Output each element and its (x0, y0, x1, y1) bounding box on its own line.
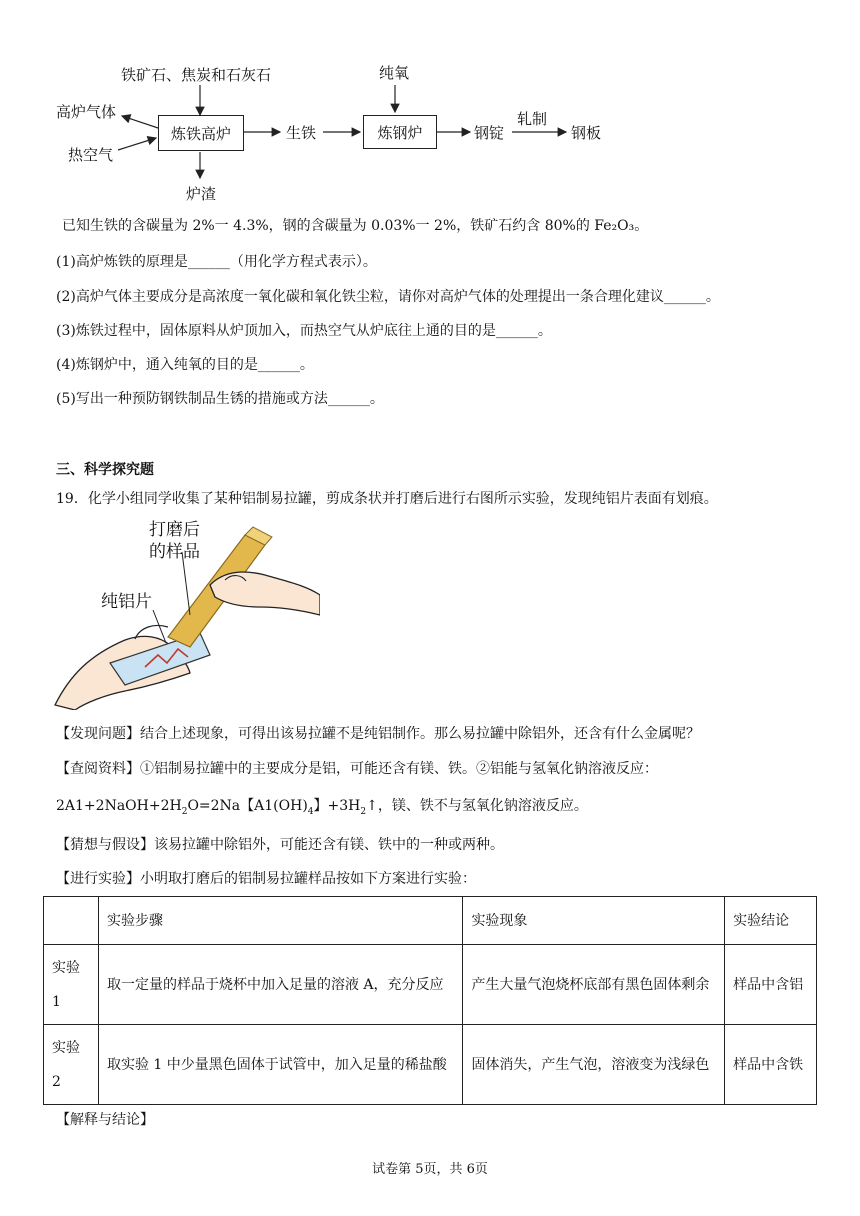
table-cell: 样品中含铝 (725, 945, 817, 1025)
table-cell: 样品中含铁 (725, 1025, 817, 1105)
q19-stem: 19．化学小组同学收集了某种铝制易拉罐，剪成条状并打磨后进行右图所示实验，发现纯铝片表面有划痕。 (56, 491, 718, 507)
rolling-label: 轧制 (517, 110, 548, 128)
experiment-table (43, 896, 817, 1105)
equation-sub-2b: 2 (360, 806, 367, 817)
sample-label-line1: 打磨后 (149, 520, 200, 540)
page-footer: 试卷第 5页，共 6页 (372, 1162, 488, 1177)
reaction-equation (56, 796, 588, 822)
equation-sub-4: 4 (307, 806, 314, 817)
table-row (44, 945, 817, 1025)
equation-part-c: 】+3H (313, 798, 361, 814)
equation-part-b: O=2Na【A1(OH) (187, 798, 308, 814)
table-cell: 产生大量气泡烧杯底部有黑色固体剩余 (463, 945, 725, 1025)
pure-al-label: 纯铝片 (101, 592, 152, 612)
experiment-illustration (50, 515, 320, 710)
sample-label-line2: 的样品 (149, 542, 200, 562)
blast-furnace-box: 炼铁高炉 (158, 115, 244, 151)
q18-part3: (3)炼铁过程中，固体原料从炉顶加入，而热空气从炉底往上通的目的是______。 (56, 323, 552, 339)
furnace-gas-label: 高炉气体 (56, 103, 117, 121)
table-cell: 实验 1 (44, 945, 99, 1025)
table-cell: 取一定量的样品于烧杯中加入足量的溶液 A，充分反应 (98, 945, 462, 1025)
equation-sub-2a: 2 (181, 806, 188, 817)
explain-conclusion: 【解释与结论】 (56, 1112, 154, 1128)
hypothesis: 【猜想与假设】该易拉罐中除铝外，可能还含有镁、铁中的一种或两种。 (56, 837, 504, 853)
flowchart-arrows (0, 0, 860, 215)
pig-iron-label: 生铁 (286, 124, 317, 142)
q18-part5: (5)写出一种预防钢铁制品生锈的措施或方法______。 (56, 391, 384, 407)
table-header-cell (44, 897, 99, 945)
table-header-cell: 实验结论 (725, 897, 817, 945)
table-header-row (44, 897, 817, 945)
q18-part1: (1)高炉炼铁的原理是______（用化学方程式表示）。 (56, 254, 377, 270)
table-row (44, 1025, 817, 1105)
equation-part-d: ↑，镁、铁不与氢氧化钠溶液反应。 (366, 798, 588, 814)
sample-label (149, 519, 200, 563)
q18-part2: (2)高炉气体主要成分是高浓度一氧化碳和氧化铁尘粒，请你对高炉气体的处理提出一条合理化建议______。 (56, 289, 720, 305)
experiment-intro: 【进行实验】小明取打磨后的铝制易拉罐样品按如下方案进行实验： (56, 871, 476, 887)
q18-intro: 已知生铁的含碳量为 2%一 4.3%，钢的含碳量为 0.03%一 2%，铁矿石约含 80%的 Fe₂O₃。 (62, 218, 649, 234)
table-cell: 实验 2 (44, 1025, 99, 1105)
discover-problem: 【发现问题】结合上述现象，可得出该易拉罐不是纯铝制作。那么易拉罐中除铝外，还含有什么金属呢？ (56, 726, 700, 742)
q18-part4: (4)炼钢炉中，通入纯氧的目的是______。 (56, 357, 314, 373)
table-cell: 固体消失，产生气泡，溶液变为浅绿色 (463, 1025, 725, 1105)
steel-ingot-label: 钢锭 (474, 124, 505, 142)
pure-oxygen-label: 纯氧 (379, 64, 410, 82)
slag-label: 炉渣 (186, 185, 217, 203)
equation-part-a: 2A1+2NaOH+2H (56, 798, 182, 814)
steel-furnace-box: 炼钢炉 (363, 115, 437, 149)
section-title: 三、科学探究题 (56, 462, 154, 478)
table-cell: 取实验 1 中少量黑色固体于试管中，加入足量的稀盐酸 (98, 1025, 462, 1105)
steel-plate-label: 钢板 (571, 124, 602, 142)
table-header-cell: 实验现象 (463, 897, 725, 945)
lookup-info: 【查阅资料】①铝制易拉罐中的主要成分是铝，可能还含有镁、铁。②铝能与氢氧化钠溶液反应： (56, 761, 658, 777)
hot-air-label: 热空气 (68, 146, 114, 164)
table-header-cell: 实验步骤 (98, 897, 462, 945)
raw-materials-label: 铁矿石、焦炭和石灰石 (121, 66, 272, 84)
